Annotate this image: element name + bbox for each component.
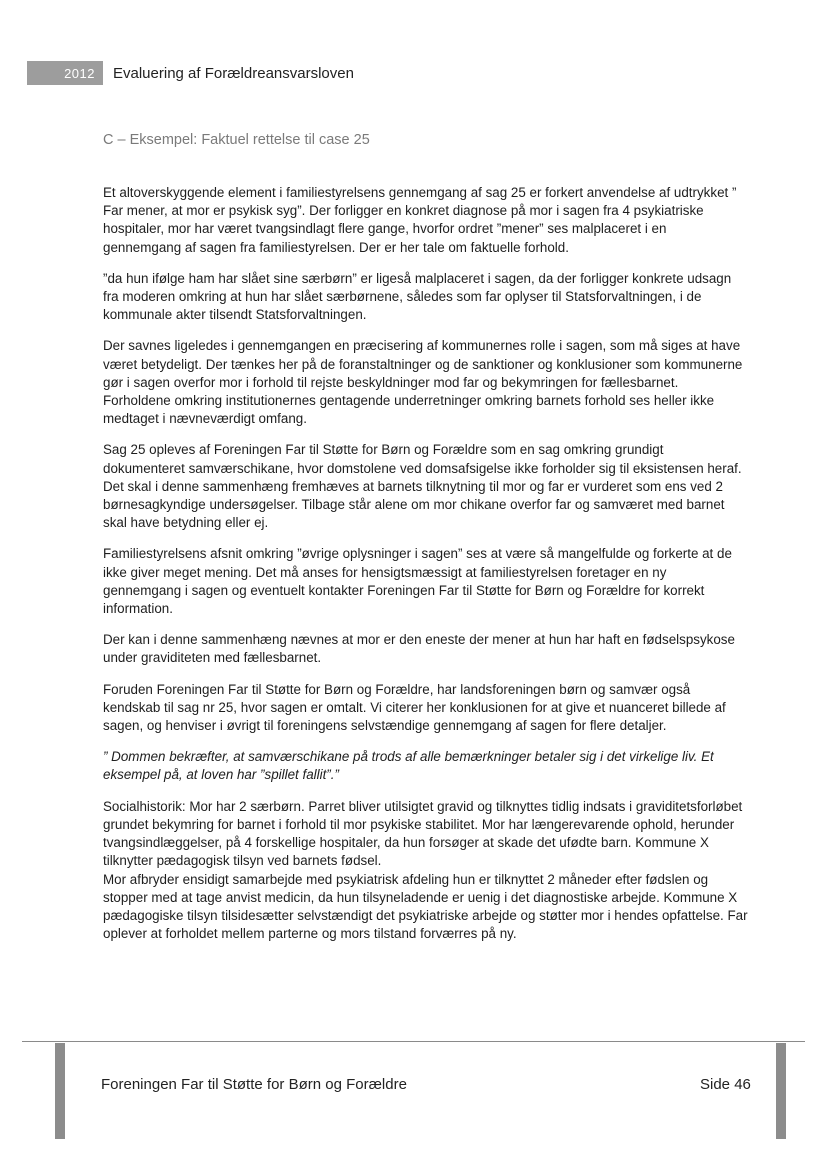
body-content [103,184,748,943]
page-header [27,60,354,86]
social-history-paragraph: Socialhistorik: Mor har 2 særbørn. Parret bliver utilsigtet gravid og tilknyttes tidlig indsats i graviditetsforløbet grundet bekymring for barnet i forhold til mor psykiske stabilitet. Mor har længerevarende ophold, herunder tvangsindlæggelser, på 4 forskellige hospitaler, da hun forsøger at skade det ufødte barn. Kommune X tilknytter pædagogisk tilsyn ved barnets fødsel. [103,798,743,869]
footer-organization: Foreningen Far til Støtte for Børn og Forældre [101,1076,407,1093]
document-title: Evaluering af Forældreansvarsloven [113,64,354,82]
footer-bar-right [776,1043,786,1139]
paragraph: Der kan i denne sammenhæng nævnes at mor er den eneste der mener at hun har haft en fødselspsykose under graviditeten med fællesbarnet. [103,632,735,666]
quote-paragraph: ” Dommen bekræfter, at samværschikane på trods af alle bemærkninger betaler sig i det virkelige liv. Et eksempel på, at loven har ”spillet fallit”.” [103,749,714,783]
section-heading: C – Eksempel: Faktuel rettelse til case 25 [103,132,370,148]
paragraph: Foruden Foreningen Far til Støtte for Børn og Forældre, har landsforeningen børn og samvær også kendskab til sag nr 25, hvor sagen er omtalt. Vi citerer her konklusionen for at give et nuanceret billede af sagen, og henviser i øvrigt til foreningens selvstændige gennemgang af sagen for flere detaljer. [103,681,726,734]
page-number: Side 46 [700,1076,751,1093]
paragraph: Der savnes ligeledes i gennemgangen en præcisering af kommunernes rolle i sagen, som må siges at have været betydeligt. Der tænkes her på de foranstaltninger og de sanktioner og konklusioner som kommunerne gør i sagen overfor mor i forhold til rejste beskyldninger mod far og bekymringen for fællesbarnet. Forholdene omkring institutionernes gentagende underretninger omkring barnets forhold ses heller ikke medtaget i nævneværdigt omfang. [103,338,743,427]
social-history-paragraph: Mor afbryder ensidigt samarbejde med psykiatrisk afdeling hun er tilknyttet 2 måneder efter fødslen og stopper med at tage anvist medicin, da hun tilsyneladende er uenig i det diagnostiske arbejde. Kommune X pædagogiske tilsyn tilsidesætter selvstændigt det psykiatriske arbejde og støtter mor i hendes opfattelse. Far oplever at forholdet mellem parterne og mors tilstand forværres på ny. [103,871,748,942]
paragraph: Et altoverskyggende element i familiestyrelsens gennemgang af sag 25 er forkert anvendelse af udtrykket ” Far mener, at mor er psykisk syg”. Der forligger en konkret diagnose på mor i sagen fra 4 psykiatriske hospitaler, mor har været tvangsindlagt flere gange, hvorfor ordret ”mener” ses malplaceret i en gennemgang af sagen fra familiestyrelsen. Der er her tale om faktuelle forhold. [103,185,737,255]
year-badge: 2012 [27,61,103,85]
footer-bar-left [55,1043,65,1139]
paragraph: Sag 25 opleves af Foreningen Far til Støtte for Børn og Forældre som en sag omkring grundigt dokumenteret samværschikane, hvor domstolene ved domsafsigelse ikke forholder sig til eksistensen heraf. Det skal i denne sammenhæng fremhæves at barnets tilknytning til mor og far er vurderet som ens ved 2 børnesagkyndige undersøgelser. Tilbage står alene om mor chikane overfor far og samværet med barnet skal have betydning eller ej. [103,442,742,531]
social-history [103,798,748,944]
footer-divider [22,1041,805,1042]
paragraph: Familiestyrelsens afsnit omkring ”øvrige oplysninger i sagen” ses at være så mangelfulde og forkerte at de ikke giver meget mening. Det må anses for hensigtsmæssigt at familiestyrelsen foretager en ny gennemgang i sagen og eventuelt kontakter Foreningen Far til Støtte for Børn og Forældre for korrekt information. [103,546,732,617]
paragraph: ”da hun ifølge ham har slået sine særbørn” er ligeså malplaceret i sagen, da der forligger konkrete udsagn fra moderen omkring at hun har slået særbørnene, således som far oplyser til Statsforvaltningen, i de kommunale akter tilsendt Statsforvaltningen. [103,270,732,323]
